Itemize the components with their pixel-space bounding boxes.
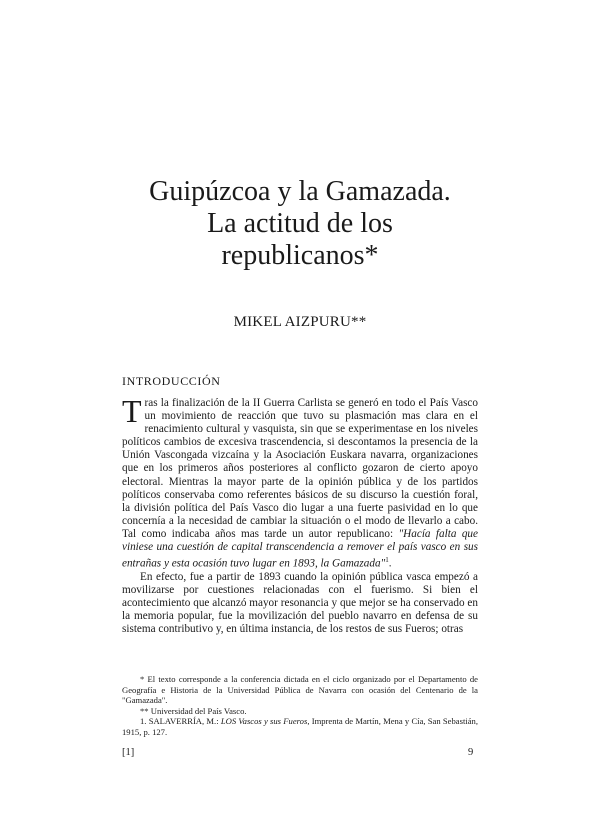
paragraph-1-ending: . bbox=[388, 557, 392, 570]
footnote-3 bbox=[122, 716, 478, 737]
paragraph-1 bbox=[122, 393, 478, 571]
section-heading: INTRODUCCIÓN bbox=[122, 374, 221, 388]
page-number: 9 bbox=[468, 747, 474, 758]
footnote-3-title: LOS Vascos y sus Fueros bbox=[220, 716, 308, 726]
footnote-2: ** Universidad del País Vasco. bbox=[140, 705, 247, 716]
drop-cap: T bbox=[122, 393, 142, 429]
paragraph-1-text: ras la finalización de la II Guerra Carlista se generó en todo el País Vasco un movimiento de reacción que tuvo su plasmación mas clara en el renacimiento cultural y vasquista, sin que se experimentase en los niveles políticos cambios de excesiva trascendencia, si descontamos la presencia de la Unión Vascongada vizcaína y la Asociación Euskara navarra, organizaciones que en los primeros años posteriores al conflicto gozaron de cierto apoyo electoral. Mientras la mayor parte de la opinión pública y de los partidos políticos conservaba como referentes básicos de su discurso la cuestión foral, la división política del País Vasco dio lugar a una fuerte pasividad en lo que concernía a la necesidad de cambiar la situación o el modo de llevarlo a cabo. Tal como indicaba años mas tarde un autor republicano: bbox=[122, 397, 478, 540]
footnote-1: * El texto corresponde a la conferencia dictada en el ciclo organizado por el Departamento de Geografía e Historia de la Universidad Pública de Navarra con ocasión del Centenario de la "Gamazada". bbox=[122, 674, 478, 705]
footnote-3-end: , Imprenta de Martín, Mena y Cía, San Sebastián, 1915, p. 127. bbox=[122, 716, 478, 737]
title-line-1: Guipúzcoa y la Gamazada. bbox=[149, 176, 451, 207]
paragraph-1-quote: "Hacía falta que viniese una cuestión de capital transcendencia a remover el país vasco en sus entrañas y esta ocasión tuvo lugar en 1893, la Gamazada" bbox=[122, 527, 478, 570]
author-name: MIKEL AIZPURU** bbox=[233, 314, 367, 330]
body-text bbox=[122, 393, 478, 636]
title-line-3: republicanos* bbox=[221, 240, 379, 271]
title-line-2: La actitud de los bbox=[207, 208, 393, 239]
footnote-3-start: 1. SALAVERRÍA, M.: bbox=[140, 716, 221, 726]
footer-left-marker: [1] bbox=[122, 747, 135, 758]
footnote-reference[interactable]: 1 bbox=[385, 556, 389, 565]
paragraph-2: En efecto, fue a partir de 1893 cuando la opinión pública vasca empezó a movilizarse por cuestiones relacionadas con el fuerismo. Si bien el acontecimiento que alcanzó mayor resonancia y que mejor se ha conservado en la memoria popular, fue la movilización del pueblo navarro en defensa de su sistema contributivo y, en última instancia, de los restos de sus Fueros; otras bbox=[122, 570, 478, 636]
article-title bbox=[0, 176, 600, 272]
footnotes bbox=[122, 674, 478, 737]
